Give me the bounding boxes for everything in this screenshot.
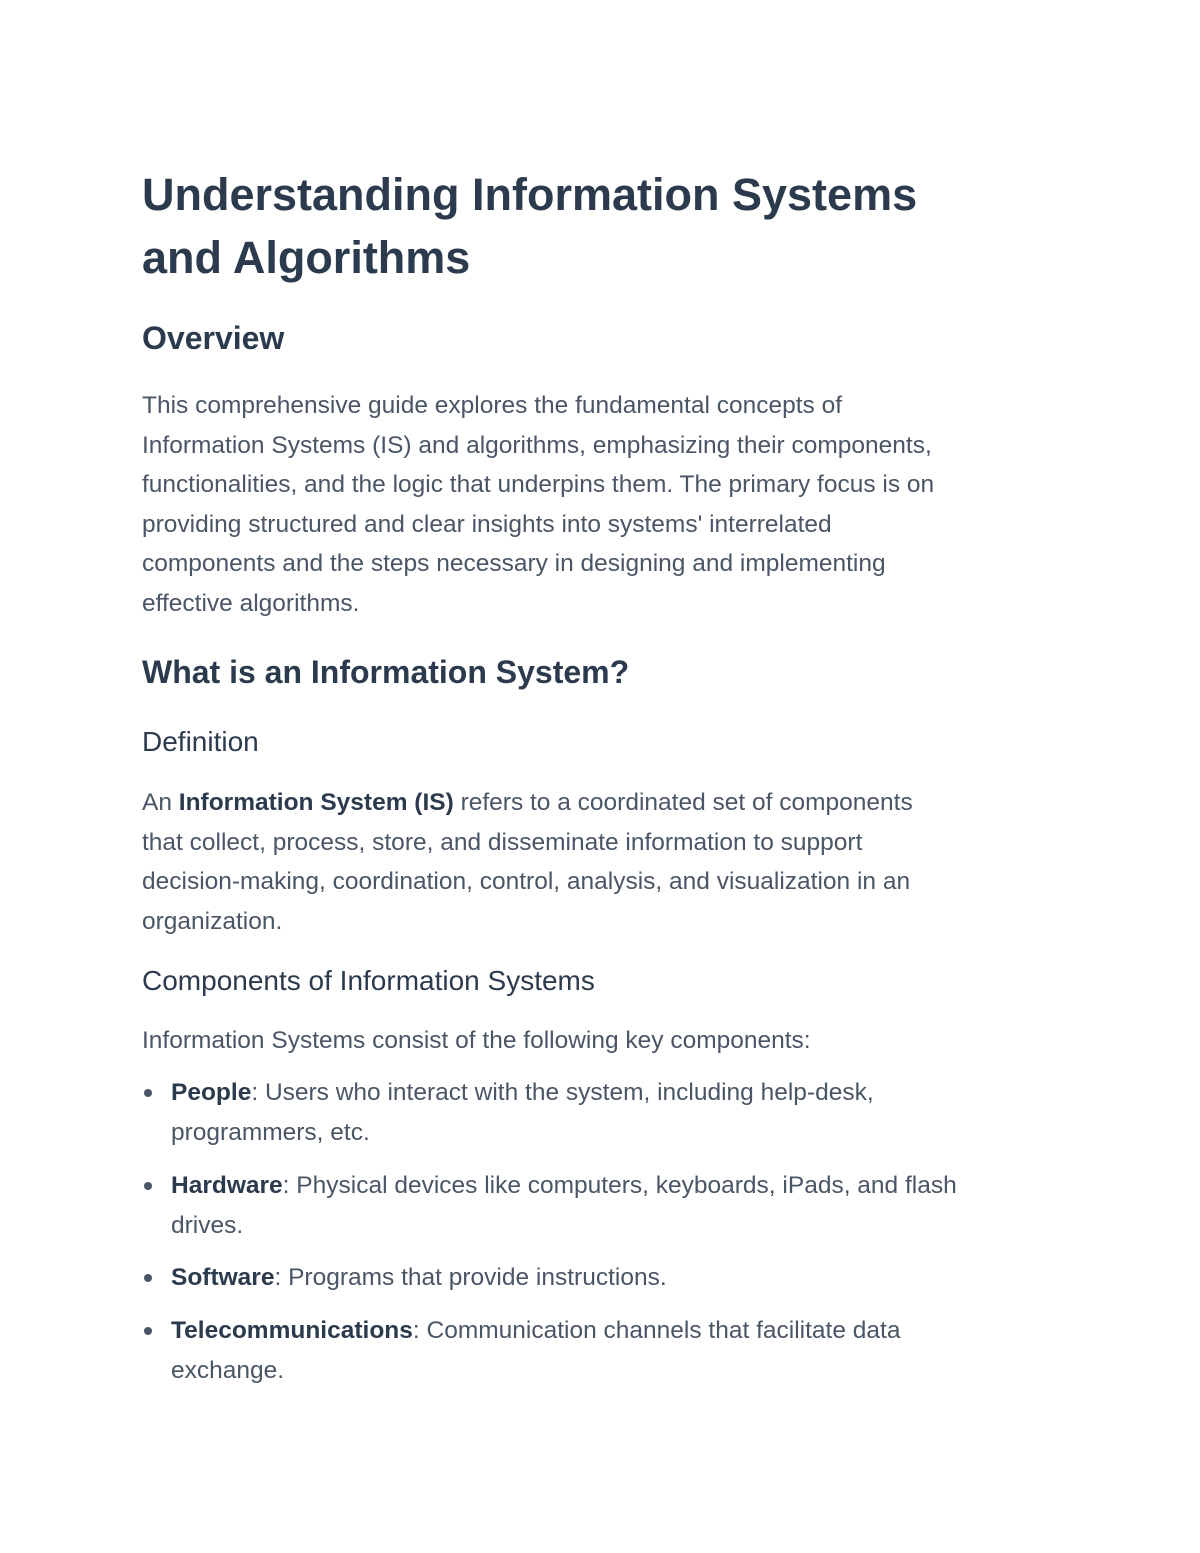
text: : Users who interact with the system, including help-desk,: [251, 1079, 874, 1106]
text-line: effective algorithms.: [142, 589, 360, 617]
bold-term: People: [171, 1079, 252, 1106]
text: : Programs that provide instructions.: [274, 1264, 667, 1291]
bold-term: Software: [171, 1264, 275, 1291]
list-item: [142, 1166, 957, 1245]
components-heading: Components of Information Systems: [142, 965, 595, 996]
bullet-icon: [144, 1182, 152, 1190]
components-intro: [142, 1021, 811, 1061]
text-line: providing structured and clear insights into systems' interrelated: [142, 510, 832, 538]
text-line: organization.: [142, 907, 283, 935]
text: : Communication channels that facilitate data: [412, 1317, 901, 1344]
bold-term: Telecommunications: [171, 1317, 413, 1344]
definition-heading: Definition: [142, 726, 259, 757]
overview-paragraph: [142, 386, 934, 624]
text-line: functionalities, and the logic that underpins them. The primary focus is on: [142, 471, 935, 499]
text: : Physical devices like computers, keyboards, iPads, and flash: [282, 1172, 957, 1199]
bullet-icon: [144, 1274, 152, 1282]
definition-paragraph: [142, 783, 913, 941]
text-line: Information Systems (IS) and algorithms, emphasizing their components,: [142, 431, 932, 459]
text-line: Information Systems consist of the following key components:: [142, 1027, 811, 1054]
text-line: components and the steps necessary in designing and implementing: [142, 550, 886, 578]
list-item: [142, 1311, 900, 1390]
list-item: [142, 1258, 667, 1298]
text-line: This comprehensive guide explores the fundamental concepts of: [142, 392, 843, 419]
text-line: that collect, process, store, and disseminate information to support: [142, 828, 863, 856]
bold-term: Information System (IS): [178, 789, 454, 816]
bullet-icon: [144, 1327, 152, 1335]
text-line: decision-making, coordination, control, analysis, and visualization in an: [142, 868, 911, 896]
text-line: exchange.: [171, 1356, 285, 1384]
list-item: [142, 1073, 874, 1152]
what-is-heading: What is an Information System?: [142, 654, 630, 690]
overview-heading: Overview: [142, 320, 285, 356]
text: refers to a coordinated set of components: [453, 789, 913, 816]
title-line: and Algorithms: [142, 232, 471, 283]
bold-term: Hardware: [171, 1172, 283, 1199]
title-line: Understanding Information Systems: [142, 169, 918, 220]
page-title: [142, 163, 917, 289]
text: An: [142, 789, 179, 816]
text-line: programmers, etc.: [171, 1118, 370, 1146]
text-line: drives.: [171, 1211, 244, 1239]
bullet-icon: [144, 1089, 152, 1097]
